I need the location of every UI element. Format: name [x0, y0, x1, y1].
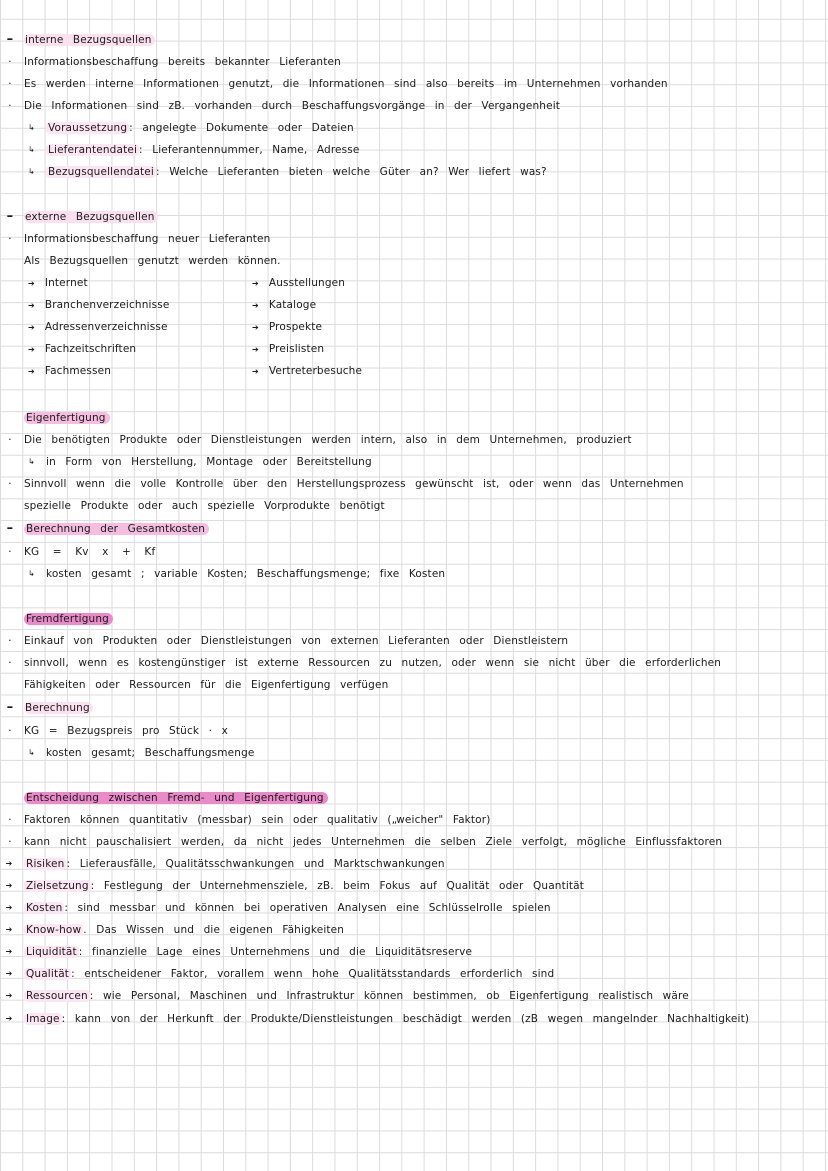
source-item: Vertreterbesuche: [268, 365, 363, 377]
sub-text: Welche Lieferanten bieten welche Güter an? Wer liefert was?: [169, 166, 547, 178]
bullet-text: Einkauf von Produkten oder Dienstleistungen von externen Lieferanten oder Dienstleistern: [24, 635, 569, 647]
dot-icon: ·: [8, 55, 12, 68]
dash-icon: –: [6, 32, 14, 47]
arrow-icon: ➔: [28, 367, 35, 376]
dash-icon: –: [6, 521, 14, 536]
arrow-icon: ➔: [5, 859, 13, 868]
arrow-icon: ➔: [5, 881, 13, 890]
separator: :: [139, 144, 143, 156]
return-arrow-icon: ↳: [28, 145, 35, 154]
return-arrow-icon: ↳: [28, 123, 35, 132]
arrow-icon: ➔: [252, 345, 259, 354]
separator: :: [129, 122, 133, 134]
factor-term: Zielsetzung: [26, 880, 89, 892]
return-arrow-icon: ↳: [28, 569, 35, 578]
source-item: Kataloge: [268, 299, 317, 311]
factor-text: Lieferausfälle, Qualitätsschwankungen und Marktschwankungen: [79, 858, 445, 870]
dot-icon: ·: [8, 545, 12, 558]
separator: :: [89, 990, 94, 1002]
separator: :: [90, 880, 95, 892]
arrow-icon: ➔: [5, 925, 13, 934]
dash-icon: –: [6, 700, 14, 715]
arrow-icon: ➔: [28, 279, 35, 288]
factor-text: Das Wissen und die eigenen Fähigkeiten: [96, 924, 345, 936]
arrow-icon: ➔: [28, 323, 35, 332]
source-item: Preislisten: [268, 343, 325, 355]
heading-fremdfertigung: Fremdfertigung: [24, 613, 113, 625]
heading-externe: externe Bezugsquellen: [24, 211, 158, 223]
term-voraussetzung: Voraussetzung: [48, 122, 128, 134]
arrow-icon: ➔: [28, 301, 35, 310]
factor-term: Ressourcen: [26, 990, 88, 1002]
factor-text: sind messbar und können bei operativen Analysen eine Schlüsselrolle spielen: [77, 902, 551, 914]
return-arrow-icon: ↳: [28, 457, 35, 466]
factor-term: Image: [26, 1013, 60, 1025]
sub-text: angelegte Dokumente oder Dateien: [142, 122, 354, 134]
factor-term: Qualität: [26, 968, 70, 980]
arrow-icon: ➔: [5, 947, 13, 956]
source-item: Ausstellungen: [268, 277, 346, 289]
arrow-icon: ➔: [252, 323, 259, 332]
heading-entscheidung: Entscheidung zwischen Fremd- und Eigenfertigung: [24, 792, 328, 804]
term-lieferantendatei: Lieferantendatei: [48, 144, 138, 156]
arrow-icon: ➔: [252, 301, 259, 310]
arrow-icon: ➔: [5, 969, 13, 978]
dot-icon: ·: [8, 477, 12, 490]
bullet-text: Es werden interne Informationen genutzt, die Informationen sind also bereits im Unternehmen vorhanden: [24, 78, 668, 90]
factor-text: kann von der Herkunft der Produkte/Dienstleistungen beschädigt werden (zB wegen mangelnder Nachhaltigkeit): [74, 1013, 750, 1025]
arrow-icon: ➔: [28, 345, 35, 354]
arrow-icon: ➔: [252, 279, 259, 288]
bullet-text: kann nicht pauschalisiert werden, da nicht jedes Unternehmen die selben Ziele verfolgt, mögliche Einflussfaktoren: [24, 836, 723, 848]
return-arrow-icon: ↳: [28, 748, 35, 757]
dot-icon: ·: [8, 724, 12, 737]
source-item: Fachmessen: [44, 365, 112, 377]
bullet-text: Sinnvoll wenn die volle Kontrolle über den Herstellungsprozess gewünscht ist, oder wenn das Unternehmen: [24, 478, 684, 490]
source-item: Prospekte: [268, 321, 323, 333]
bullet-text: Informationsbeschaffung bereits bekannter Lieferanten: [24, 56, 341, 68]
factor-text: entscheidener Faktor, vorallem wenn hohe Qualitätsstandards erforderlich sind: [84, 968, 555, 980]
source-item: Branchenverzeichnisse: [44, 299, 170, 311]
separator: :: [78, 946, 83, 958]
bullet-text: Faktoren können quantitativ (messbar) sein oder qualitativ („weicher" Faktor): [24, 814, 491, 826]
factor-term: Liquidität: [26, 946, 77, 958]
bullet-text: Die Informationen sind zB. vorhanden durch Beschaffungsvorgänge in der Vergangenheit: [24, 100, 561, 112]
dot-icon: ·: [8, 813, 12, 826]
dot-icon: ·: [8, 835, 12, 848]
sub-text: in Form von Herstellung, Montage oder Bereitstellung: [46, 456, 372, 468]
source-item: Adressenverzeichnisse: [44, 321, 168, 333]
factor-term: Risiken: [26, 858, 65, 870]
dot-icon: ·: [8, 99, 12, 112]
heading-berechnung: Berechnung: [24, 702, 93, 714]
arrow-icon: ➔: [5, 991, 13, 1000]
separator: :: [64, 902, 69, 914]
heading-berechnung-gesamtkosten: Berechnung der Gesamtkosten: [24, 523, 209, 535]
bullet-text: Die benötigten Produkte oder Dienstleistungen werden intern, also in dem Unternehmen, produziert: [24, 434, 632, 446]
separator: :: [71, 968, 75, 980]
dot-icon: ·: [8, 433, 12, 446]
arrow-icon: ➔: [252, 367, 259, 376]
factor-text: finanzielle Lage eines Unternehmens und die Liquiditätsreserve: [91, 946, 473, 958]
bullet-text: spezielle Produkte oder auch spezielle Vorprodukte benötigt: [24, 500, 385, 512]
arrow-icon: ➔: [5, 903, 13, 912]
dot-icon: ·: [8, 634, 12, 647]
separator: :: [156, 166, 160, 178]
formula-fremd: KG = Bezugspreis pro Stück · x: [24, 725, 228, 737]
bullet-text: Fähigkeiten oder Ressourcen für die Eigenfertigung verfügen: [24, 679, 389, 691]
sub-text: Lieferantennummer, Name, Adresse: [152, 144, 360, 156]
formula-legend: kosten gesamt; Beschaffungsmenge: [46, 747, 255, 759]
source-item: Internet: [44, 277, 88, 289]
factor-term: Kosten: [26, 902, 63, 914]
factor-text: Festlegung der Unternehmensziele, zB. beim Fokus auf Qualität oder Quantität: [103, 880, 585, 892]
dot-icon: ·: [8, 232, 12, 245]
return-arrow-icon: ↳: [28, 167, 35, 176]
separator: .: [83, 924, 87, 936]
bullet-text: Informationsbeschaffung neuer Lieferanten: [24, 233, 271, 245]
arrow-icon: ➔: [5, 1014, 13, 1023]
heading-eigenfertigung: Eigenfertigung: [24, 412, 110, 424]
dot-icon: ·: [8, 656, 12, 669]
formula-eigen: KG = Kv x + Kf: [24, 546, 156, 558]
heading-interne: interne Bezugsquellen: [24, 34, 155, 46]
factor-term: Know-how: [26, 924, 82, 936]
separator: :: [61, 1013, 66, 1025]
separator: :: [66, 858, 71, 870]
bullet-text: sinnvoll, wenn es kostengünstiger ist externe Ressourcen zu nutzen, oder wenn sie nicht über die erforderlichen: [24, 657, 722, 669]
dot-icon: ·: [8, 77, 12, 90]
term-bezugsquellendatei: Bezugsquellendatei: [48, 166, 154, 178]
factor-text: wie Personal, Maschinen und Infrastruktur können bestimmen, ob Eigenfertigung realistisch wäre: [102, 990, 689, 1002]
source-item: Fachzeitschriften: [44, 343, 137, 355]
formula-legend: kosten gesamt ; variable Kosten; Beschaffungsmenge; fixe Kosten: [46, 568, 446, 580]
dash-icon: –: [6, 209, 14, 224]
intro-text: Als Bezugsquellen genutzt werden können.: [24, 255, 281, 267]
